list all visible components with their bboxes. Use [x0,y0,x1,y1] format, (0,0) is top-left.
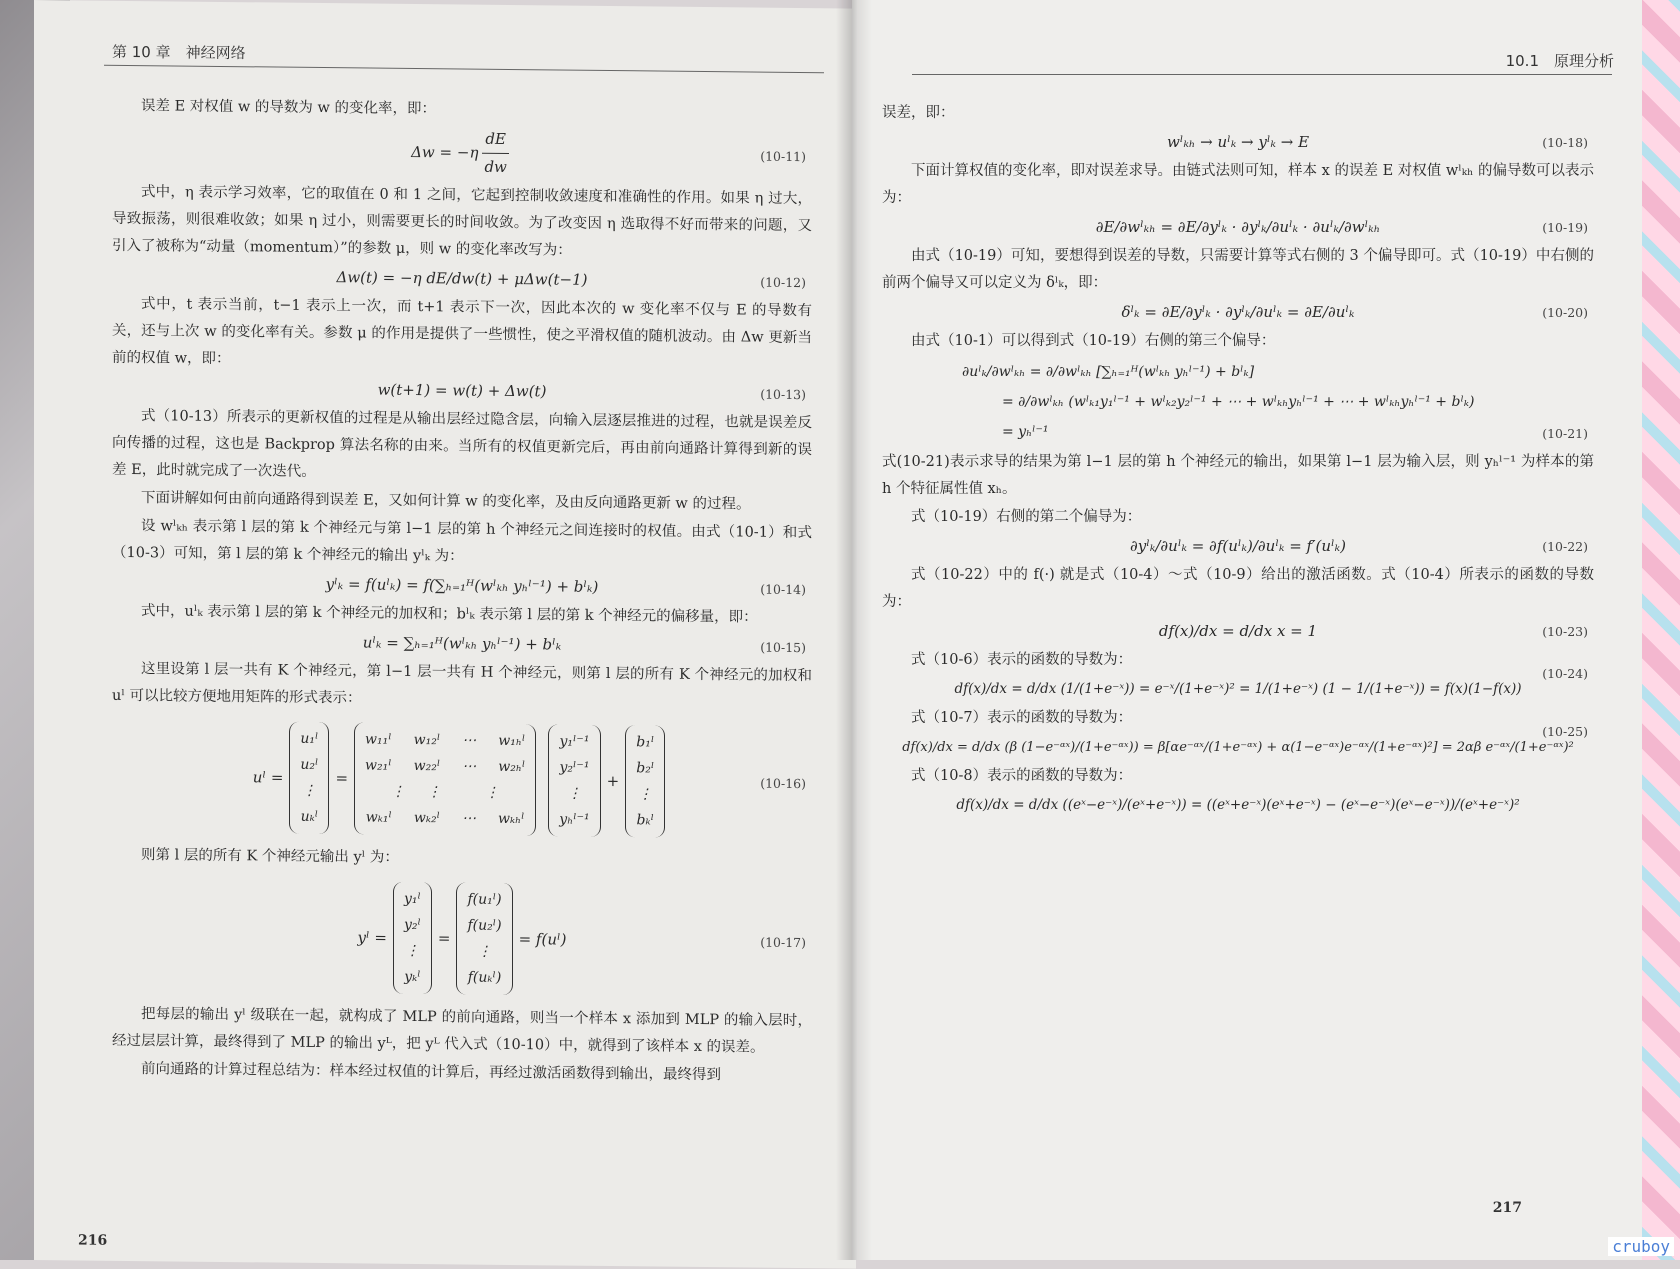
paragraph: 由式（10-19）可知，要想得到误差的导数，只需要计算等式右侧的 3 个偏导即可。式（10-19）中右侧的前两个偏导又可以定义为 δˡₖ，即： [882,248,1594,291]
vector-f: f(u₁ˡ) f(u₂ˡ) ⋮ f(uₖˡ) [456,882,512,995]
paragraph: 式中，uˡₖ 表示第 l 层的第 k 个神经元的加权和；bˡₖ 表示第 l 层的第 k 个神经元的偏移量，即： [141,603,758,626]
paragraph: 这里设第 l 层一共有 K 个神经元，第 l−1 层一共有 H 个神经元，则第 l 层的所有 K 个神经元的加权和 uˡ 可以比较方便地用矩阵的形式表示： [112,661,812,707]
paragraph: 式(10-21)表示求导的结果为第 l−1 层的第 h 个神经元的输出，如果第 l−1 层为输入层，则 yₕˡ⁻¹ 为样本的第 h 个特征属性值 xₕ。 [882,454,1594,497]
equation-10-19: ∂E/∂wˡₖₕ = ∂E/∂yˡₖ · ∂yˡₖ/∂uˡₖ · ∂uˡₖ/∂wˡₖₕ (10-19) [1095,218,1588,236]
equation-10-14: yˡₖ = f(uˡₖ) = f(∑ₕ₌₁ᴴ(wˡₖₕ yₕˡ⁻¹) + bˡₖ) (10-14) [325,575,806,598]
equation-10-25: df(x)/dx = d/dx (β (1−e⁻ᵅˣ)/(1+e⁻ᵅˣ)) = β[αe⁻ᵅˣ/(1+e⁻ᵅˣ) + α(1−e⁻ᵅˣ)e⁻ᵅˣ/(1+e⁻ᵅˣ)²] = 2αβ e⁻ᵅˣ/(1+e⁻ᵅˣ)² (10-25) [902,724,1588,755]
equation-10-21: ∂uˡₖ/∂wˡₖₕ = ∂/∂wˡₖₕ [∑ₕ₌₁ᴴ(wˡₖₕ yₕˡ⁻¹) + bˡₖ] = ∂/∂wˡₖₕ (wˡₖ₁y₁ˡ⁻¹ + wˡₖ₂y₂ˡ⁻¹ + ⋯ + wˡₖₕyₕˡ⁻¹ + ⋯ + wˡₖₕyₕˡ⁻¹ + bˡₖ) = yₕˡ⁻¹ (10-21) [962,364,1588,441]
equation-10-20: δˡₖ = ∂E/∂yˡₖ · ∂yˡₖ/∂uˡₖ = ∂E/∂uˡₖ (10-20) [1121,303,1588,321]
paragraph: 下面讲解如何由前向通路得到误差 E，又如何计算 w 的变化率，及由反向通路更新 w 的过程。 [141,490,751,513]
right-header-rule [912,74,1612,75]
equation-10-18: wˡₖₕ → uˡₖ → yˡₖ → E (10-18) [1166,133,1588,151]
vector-u: u₁ˡ u₂ˡ ⋮ uₖˡ [289,722,329,834]
right-page [852,0,1642,1260]
paragraph: 设 wˡₖₕ 表示第 l 层的第 k 个神经元与第 l−1 层的第 h 个神经元之间连接时的权值。由式（10-1）和式（10-3）可知，第 l 层的第 k 个神经元的输出 yˡₖ 为： [112,518,812,565]
book-gutter-shadow [836,0,872,1260]
right-running-header: 10.1 原理分析 [1505,52,1614,70]
paragraph: 式（10-19）右侧的第二个偏导为： [911,509,1142,525]
left-running-header: 第 10 章 神经网络 [112,42,246,63]
equation-10-22: ∂yˡₖ/∂uˡₖ = ∂f(uˡₖ)/∂uˡₖ = f′(uˡₖ) (10-22) [1130,537,1588,555]
equation-tanh-derivative: df(x)/dx = d/dx ((eˣ−e⁻ˣ)/(eˣ+e⁻ˣ)) = ((eˣ+e⁻ˣ)(eˣ+e⁻ˣ) − (eˣ−e⁻ˣ)(eˣ−e⁻ˣ))/(eˣ+e⁻ˣ)² [956,797,1520,813]
paragraph: 误差，即： [882,105,955,121]
equation-10-16: uˡ = u₁ˡ u₂ˡ ⋮ uₖˡ = w₁₁ˡ w₁₂ˡ ⋯ w₁ₕˡ w₂₁ˡ w₂₂ˡ ⋯ w₂ₕˡ ⋮ ⋮ ⋮ wₖ₁ˡ wₖ₂ˡ ⋯ wₖₕˡ y₁ˡ⁻¹ y₂ˡ⁻¹ ⋮ yₕˡ⁻¹ + b₁ˡ b₂ˡ ⋮ bₖˡ (10-16) [112,712,812,847]
left-header-rule [104,65,824,74]
paragraph: 式（10-7）表示的函数的导数为： [911,710,1133,726]
paragraph: 式（10-13）所表示的更新权值的过程是从输出层经过隐含层，向输入层逐层推进的过程，也就是误差反向传播的过程，这也是 Backprop 算法名称的由来。当所有的权值更新完后，再由前向通路计算得到新的误差 E，此时就完成了一次迭代。 [112,408,812,480]
vector-b: b₁ˡ b₂ˡ ⋮ bₖˡ [625,725,665,837]
left-body [112,93,812,1091]
paragraph: 式（10-6）表示的函数的导数为： [911,652,1133,668]
paragraph: 由式（10-1）可以得到式（10-19）右侧的第三个偏导： [911,333,1276,349]
equation-10-24: df(x)/dx = d/dx (1/(1+e⁻ˣ)) = e⁻ˣ/(1+e⁻ˣ)² = 1/(1+e⁻ˣ) (1 − 1/(1+e⁻ˣ)) = f(x)(1−f(x)) (10-24) [954,666,1588,697]
equation-10-12: Δw(t) = −η dE/dw(t) + μΔw(t−1) (10-12) [336,268,806,291]
matrix-w: w₁₁ˡ w₁₂ˡ ⋯ w₁ₕˡ w₂₁ˡ w₂₂ˡ ⋯ w₂ₕˡ ⋮ ⋮ ⋮ wₖ₁ˡ wₖ₂ˡ ⋯ wₖₕˡ [354,722,536,836]
paragraph: 误差 E 对权值 w 的导数为 w 的变化率，即： [141,98,437,118]
vector-y-prev: y₁ˡ⁻¹ y₂ˡ⁻¹ ⋮ yₕˡ⁻¹ [548,724,600,837]
paragraph: 式（10-8）表示的函数的导数为： [911,768,1133,784]
equation-10-11: Δw = −η dE dw (10-11) [112,122,812,184]
paragraph: 式中，η 表示学习效率，它的取值在 0 和 1 之间，它起到控制收敛速度和准确性的作用。如果 η 过大，导致振荡，则很难收敛；如果 η 过小，则需要更长的时间收敛。为了改变因 η 选取得不好而带来的问题，又引入了被称为“动量（momentum）”的参数 μ，则 w 的变化率改写为： [112,184,812,259]
paragraph: 下面计算权值的变化率，即对误差求导。由链式法则可知，样本 x 的误差 E 对权值 wˡₖₕ 的偏导数可以表示为： [882,163,1594,206]
equation-10-15: uˡₖ = ∑ₕ₌₁ᴴ(wˡₖₕ yₕˡ⁻¹) + bˡₖ (10-15) [362,633,806,656]
equation-10-17: yˡ = y₁ˡ y₂ˡ ⋮ yₖˡ = f(u₁ˡ) f(u₂ˡ) ⋮ f(uₖˡ) = f(uˡ) (10-17) [112,871,812,1006]
watermark: cruboy [1608,1237,1674,1256]
right-body [882,100,1594,821]
vector-y: y₁ˡ y₂ˡ ⋮ yₖˡ [393,882,432,994]
paragraph: 式中，t 表示当前，t−1 表示上一次，而 t+1 表示下一次，因此本次的 w 变化率不仅与 E 的导数有关，还与上次 w 的变化率有关。参数 μ 的作用是提供了一些惯性，使之平滑权值的随机波动。由 Δw 更新当前的权值 w，即： [112,296,812,368]
right-page-number: 217 [1492,1200,1522,1216]
equation-10-13: w(t+1) = w(t) + Δw(t) (10-13) [377,380,806,403]
left-page [34,0,856,1269]
left-page-number: 216 [78,1232,108,1249]
paragraph: 把每层的输出 yˡ 级联在一起，就构成了 MLP 的前向通路，则当一个样本 x 添加到 MLP 的输入层时，经过层层计算，最终得到了 MLP 的输出 yᴸ，把 yᴸ 代入式（10-10）中，就得到了该样本 x 的误差。 [112,1006,812,1056]
equation-10-23: df(x)/dx = d/dx x = 1 (10-23) [1158,622,1588,640]
paragraph: 式（10-22）中的 f(·) 就是式（10-4）～式（10-9）给出的激活函数。式（10-4）所表示的函数的导数为： [882,567,1594,610]
paragraph: 则第 l 层的所有 K 个神经元输出 yˡ 为： [141,847,399,866]
paragraph: 前向通路的计算过程总结为：样本经过权值的计算后，再经过激活函数得到输出，最终得到 [141,1061,721,1084]
